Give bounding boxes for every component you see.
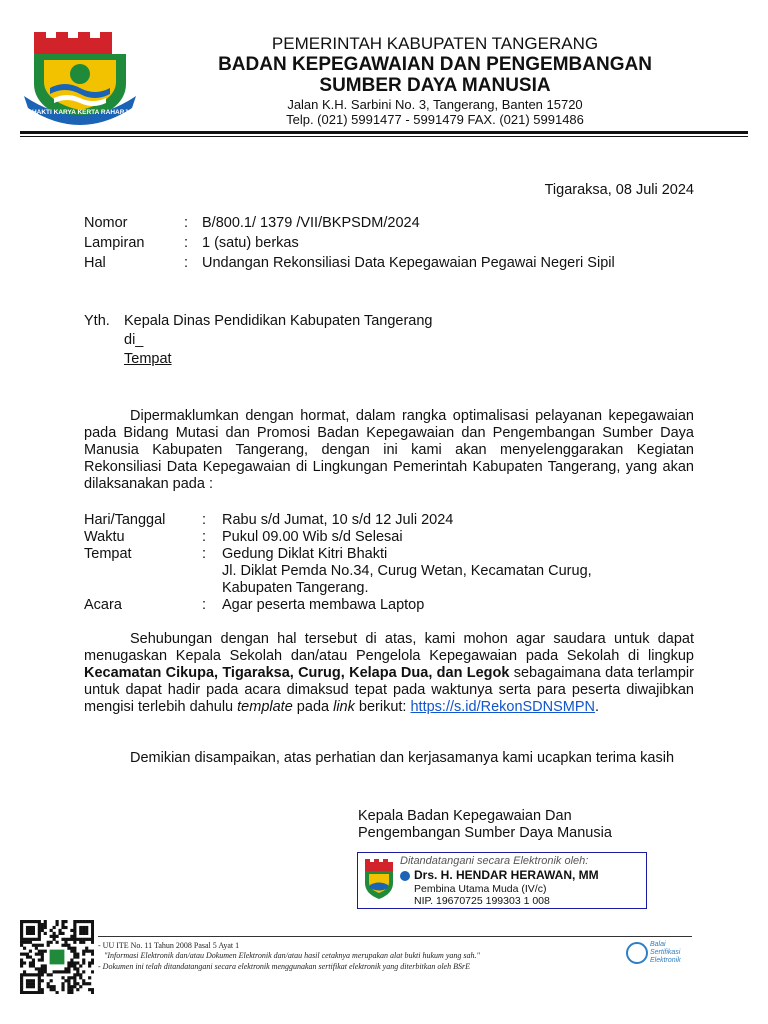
detail-value: Kabupaten Tangerang. [222, 580, 369, 596]
detail-place-address: Jl. Diklat Pemda No.34, Curug Wetan, Kecamatan Curug, [222, 563, 592, 579]
signer-rank: Pembina Utama Muda (IV/c) [414, 883, 547, 895]
meta-key: Hal [84, 255, 106, 271]
meta-colon: : [184, 235, 189, 251]
detail-key: Tempat [84, 546, 132, 562]
e-signature-box [357, 852, 647, 909]
paragraph-request: Sehubungan dengan hal tersebut di atas, kami mohon agar saudara untuk dapat menugaskan Kepala Sekolah dan/atau Pengelola Kepegawaian pada Sekolah di lingkup Kecamatan Cikupa, Tigaraksa, Curug, Kelapa Dua, dan Legok sebagaimana data terlampir untuk dapat hadir pada acara dimaksud tepat pada waktunya serta para peserta diwajibkan mengisi terlebih dahulu template pada link berikut: https://s.id/RekonSDNSMPN. [84, 631, 694, 715]
detail-colon: : [202, 597, 207, 613]
recipient-name: Kepala Dinas Pendidikan Kabupaten Tangerang [124, 313, 433, 329]
detail-key: Acara [84, 597, 122, 613]
bsre-logo-text: Balai Sertifikasi Elektronik [650, 941, 681, 964]
place-date: Tigaraksa, 08 Juli 2024 [544, 182, 694, 198]
form-link[interactable]: https://s.id/RekonSDNSMPN [410, 699, 596, 715]
paragraph-intro: Dipermaklumkan dengan hormat, dalam rangka optimalisasi pelayanan kepegawaian pada Bidang Mutasi dan Promosi Badan Kepegawaian dan Pengembangan Sumber Daya Manusia Kabupaten Tangerang, dengan ini kami akan menyelenggarakan Kegiatan Rekonsiliasi Data Kepegawaian di Lingkungan Pemerintah Kabupaten Tangerang, yang akan dilaksanakan pada : [84, 408, 694, 492]
meta-key: Lampiran [84, 235, 145, 251]
signature-logo [362, 857, 396, 903]
header-rule-thick [20, 131, 748, 134]
header-rule-thin [20, 136, 748, 137]
detail-value: Gedung Diklat Kitri Bhakti [222, 546, 388, 562]
footer-quote: "Informasi Elektronik dan/atau Dokumen Elektronik dan/atau hasil cetaknya merupakan alat bukti hukum yang sah." [104, 951, 480, 960]
meta-colon: : [184, 215, 189, 231]
agency-name-line2: SUMBER DAYA MANUSIA [319, 75, 551, 96]
signer-title-line2: Pengembangan Sumber Daya Manusia [358, 825, 612, 841]
meta-key: Nomor [84, 215, 128, 231]
meta-value: B/800.1/ 1379 /VII/BKPSDM/2024 [202, 215, 420, 231]
agency-phone: Telp. (021) 5991477 - 5991479 FAX. (021) 5991486 [286, 112, 584, 127]
footer-bsre-note: - Dokumen ini telah ditandatangani secara elektronik menggunakan sertifikat elektronik yang diterbitkan oleh BSrE [98, 962, 470, 971]
government-name: PEMERINTAH KABUPATEN TANGERANG [271, 34, 599, 53]
meta-value: Undangan Rekonsiliasi Data Kepegawaian Pegawai Negeri Sipil [202, 255, 615, 271]
recipient-place: Tempat [124, 351, 172, 367]
meta-value: 1 (satu) berkas [202, 235, 299, 251]
paragraph-closing: Demikian disampaikan, atas perhatian dan kerjasamanya kami ucapkan terima kasih [130, 750, 675, 766]
agency-name-line1: BADAN KEPEGAWAIAN DAN PENGEMBANGAN [218, 54, 652, 75]
detail-colon: : [202, 529, 207, 545]
detail-value: Rabu s/d Jumat, 10 s/d 12 Juli 2024 [222, 512, 454, 528]
bold-districts: Kecamatan Cikupa, Tigaraksa, Curug, Kelapa Dua, dan Legok [84, 665, 510, 681]
footer-law: - UU ITE No. 11 Tahun 2008 Pasal 5 Ayat 1 [98, 941, 240, 950]
qr-code [20, 920, 94, 994]
signer-name: Drs. H. HENDAR HERAWAN, MM [414, 868, 599, 882]
detail-colon: : [202, 546, 207, 562]
detail-colon: : [202, 512, 207, 528]
meta-colon: : [184, 255, 189, 271]
detail-value: Agar peserta membawa Laptop [222, 597, 425, 613]
detail-value: Pukul 09.00 Wib s/d Selesai [222, 529, 403, 545]
footer-rule [98, 936, 692, 937]
regency-logo [20, 26, 140, 130]
recipient-yth: Yth. [84, 313, 110, 329]
agency-address: Jalan K.H. Sarbini No. 3, Tangerang, Banten 15720 [287, 97, 583, 112]
verified-icon [400, 871, 410, 881]
recipient-di: di_ [124, 332, 144, 348]
detail-key: Waktu [84, 529, 125, 545]
signer-title-line1: Kepala Badan Kepegawaian Dan [358, 808, 572, 824]
bsre-logo-icon [626, 942, 648, 964]
signer-nip: NIP. 19670725 199303 1 008 [414, 895, 550, 907]
detail-key: Hari/Tanggal [84, 512, 166, 528]
logo-ribbon-text: BHAKTI KARYA KERTA RAHARJA [27, 109, 133, 116]
e-signed-label: Ditandatangani secara Elektronik oleh: [400, 855, 589, 867]
